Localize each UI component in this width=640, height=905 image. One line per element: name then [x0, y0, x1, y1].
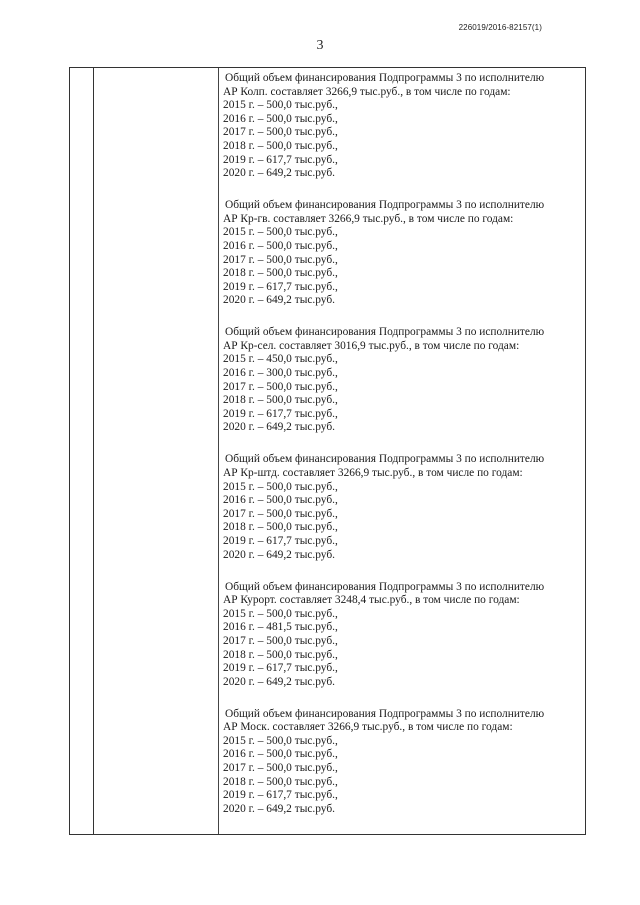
financing-block	[223, 199, 577, 308]
year-amount-line: 2020 г. – 649,2 тыс.руб.	[223, 421, 335, 434]
year-amount-line: 2015 г. – 500,0 тыс.руб.,	[223, 99, 338, 112]
year-amount-line: 2015 г. – 500,0 тыс.руб.,	[223, 226, 338, 239]
column-divider-1	[93, 68, 94, 834]
block-executor-line: АР Кр-сел. составляет 3016,9 тыс.руб., в том числе по годам:	[223, 339, 520, 352]
year-amount-line: 2017 г. – 500,0 тыс.руб.,	[223, 507, 338, 520]
block-executor-line: АР Колп. составляет 3266,9 тыс.руб., в том числе по годам:	[223, 85, 511, 98]
financing-block	[223, 72, 577, 181]
year-amount-line: 2017 г. – 500,0 тыс.руб.,	[223, 126, 338, 139]
year-amount-line: 2016 г. – 300,0 тыс.руб.,	[223, 367, 338, 380]
financing-content-cell	[223, 72, 577, 835]
year-amount-line: 2020 г. – 649,2 тыс.руб.	[223, 802, 335, 815]
financing-block	[223, 453, 577, 562]
block-heading-line: Общий объем финансирования Подпрограммы 3 по исполнителю	[225, 326, 545, 339]
year-amount-line: 2015 г. – 450,0 тыс.руб.,	[223, 353, 338, 366]
year-amount-line: 2016 г. – 481,5 тыс.руб.,	[223, 621, 338, 634]
block-heading-line: Общий объем финансирования Подпрограммы 3 по исполнителю	[225, 72, 545, 84]
year-amount-line: 2018 г. – 500,0 тыс.руб.,	[223, 648, 338, 661]
year-amount-line: 2019 г. – 617,7 тыс.руб.,	[223, 662, 338, 675]
year-amount-line: 2018 г. – 500,0 тыс.руб.,	[223, 394, 338, 407]
year-amount-line: 2016 г. – 500,0 тыс.руб.,	[223, 494, 338, 507]
financing-block	[223, 708, 577, 817]
financing-block	[223, 326, 577, 435]
year-amount-line: 2015 г. – 500,0 тыс.руб.,	[223, 734, 338, 747]
year-amount-line: 2018 г. – 500,0 тыс.руб.,	[223, 267, 338, 280]
page-number: 3	[316, 38, 324, 53]
block-executor-line: АР Моск. составляет 3266,9 тыс.руб., в том числе по годам:	[223, 721, 513, 734]
block-heading-line: Общий объем финансирования Подпрограммы 3 по исполнителю	[225, 199, 545, 212]
year-amount-line: 2020 г. – 649,2 тыс.руб.	[223, 294, 335, 307]
year-amount-line: 2020 г. – 649,2 тыс.руб.	[223, 675, 335, 688]
block-executor-line: АР Курорт. составляет 3248,4 тыс.руб., в том числе по годам:	[223, 594, 520, 607]
year-amount-line: 2017 г. – 500,0 тыс.руб.,	[223, 762, 338, 775]
year-amount-line: 2017 г. – 500,0 тыс.руб.,	[223, 253, 338, 266]
block-executor-line: АР Кр-штд. составляет 3266,9 тыс.руб., в том числе по годам:	[223, 467, 523, 480]
year-amount-line: 2016 г. – 500,0 тыс.руб.,	[223, 239, 338, 252]
block-heading-line: Общий объем финансирования Подпрограммы 3 по исполнителю	[225, 580, 545, 593]
column-divider-2	[218, 68, 219, 834]
year-amount-line: 2018 г. – 500,0 тыс.руб.,	[223, 139, 338, 152]
year-amount-line: 2016 г. – 500,0 тыс.руб.,	[223, 748, 338, 761]
financing-block	[223, 581, 577, 690]
year-amount-line: 2015 г. – 500,0 тыс.руб.,	[223, 480, 338, 493]
year-amount-line: 2018 г. – 500,0 тыс.руб.,	[223, 521, 338, 534]
block-heading-line: Общий объем финансирования Подпрограммы 3 по исполнителю	[225, 707, 545, 720]
year-amount-line: 2019 г. – 617,7 тыс.руб.,	[223, 153, 338, 166]
year-amount-line: 2019 г. – 617,7 тыс.руб.,	[223, 789, 338, 802]
year-amount-line: 2016 г. – 500,0 тыс.руб.,	[223, 112, 338, 125]
document-id: 226019/2016-82157(1)	[458, 23, 542, 32]
block-heading-line: Общий объем финансирования Подпрограммы 3 по исполнителю	[225, 453, 545, 466]
financing-table	[69, 67, 586, 835]
year-amount-line: 2020 г. – 649,2 тыс.руб.	[223, 548, 335, 561]
year-amount-line: 2019 г. – 617,7 тыс.руб.,	[223, 280, 338, 293]
year-amount-line: 2019 г. – 617,7 тыс.руб.,	[223, 407, 338, 420]
year-amount-line: 2019 г. – 617,7 тыс.руб.,	[223, 534, 338, 547]
year-amount-line: 2020 г. – 649,2 тыс.руб.	[223, 167, 335, 180]
year-amount-line: 2018 г. – 500,0 тыс.руб.,	[223, 775, 338, 788]
block-executor-line: АР Кр-гв. составляет 3266,9 тыс.руб., в том числе по годам:	[223, 212, 514, 225]
year-amount-line: 2017 г. – 500,0 тыс.руб.,	[223, 380, 338, 393]
year-amount-line: 2017 г. – 500,0 тыс.руб.,	[223, 634, 338, 647]
year-amount-line: 2015 г. – 500,0 тыс.руб.,	[223, 607, 338, 620]
